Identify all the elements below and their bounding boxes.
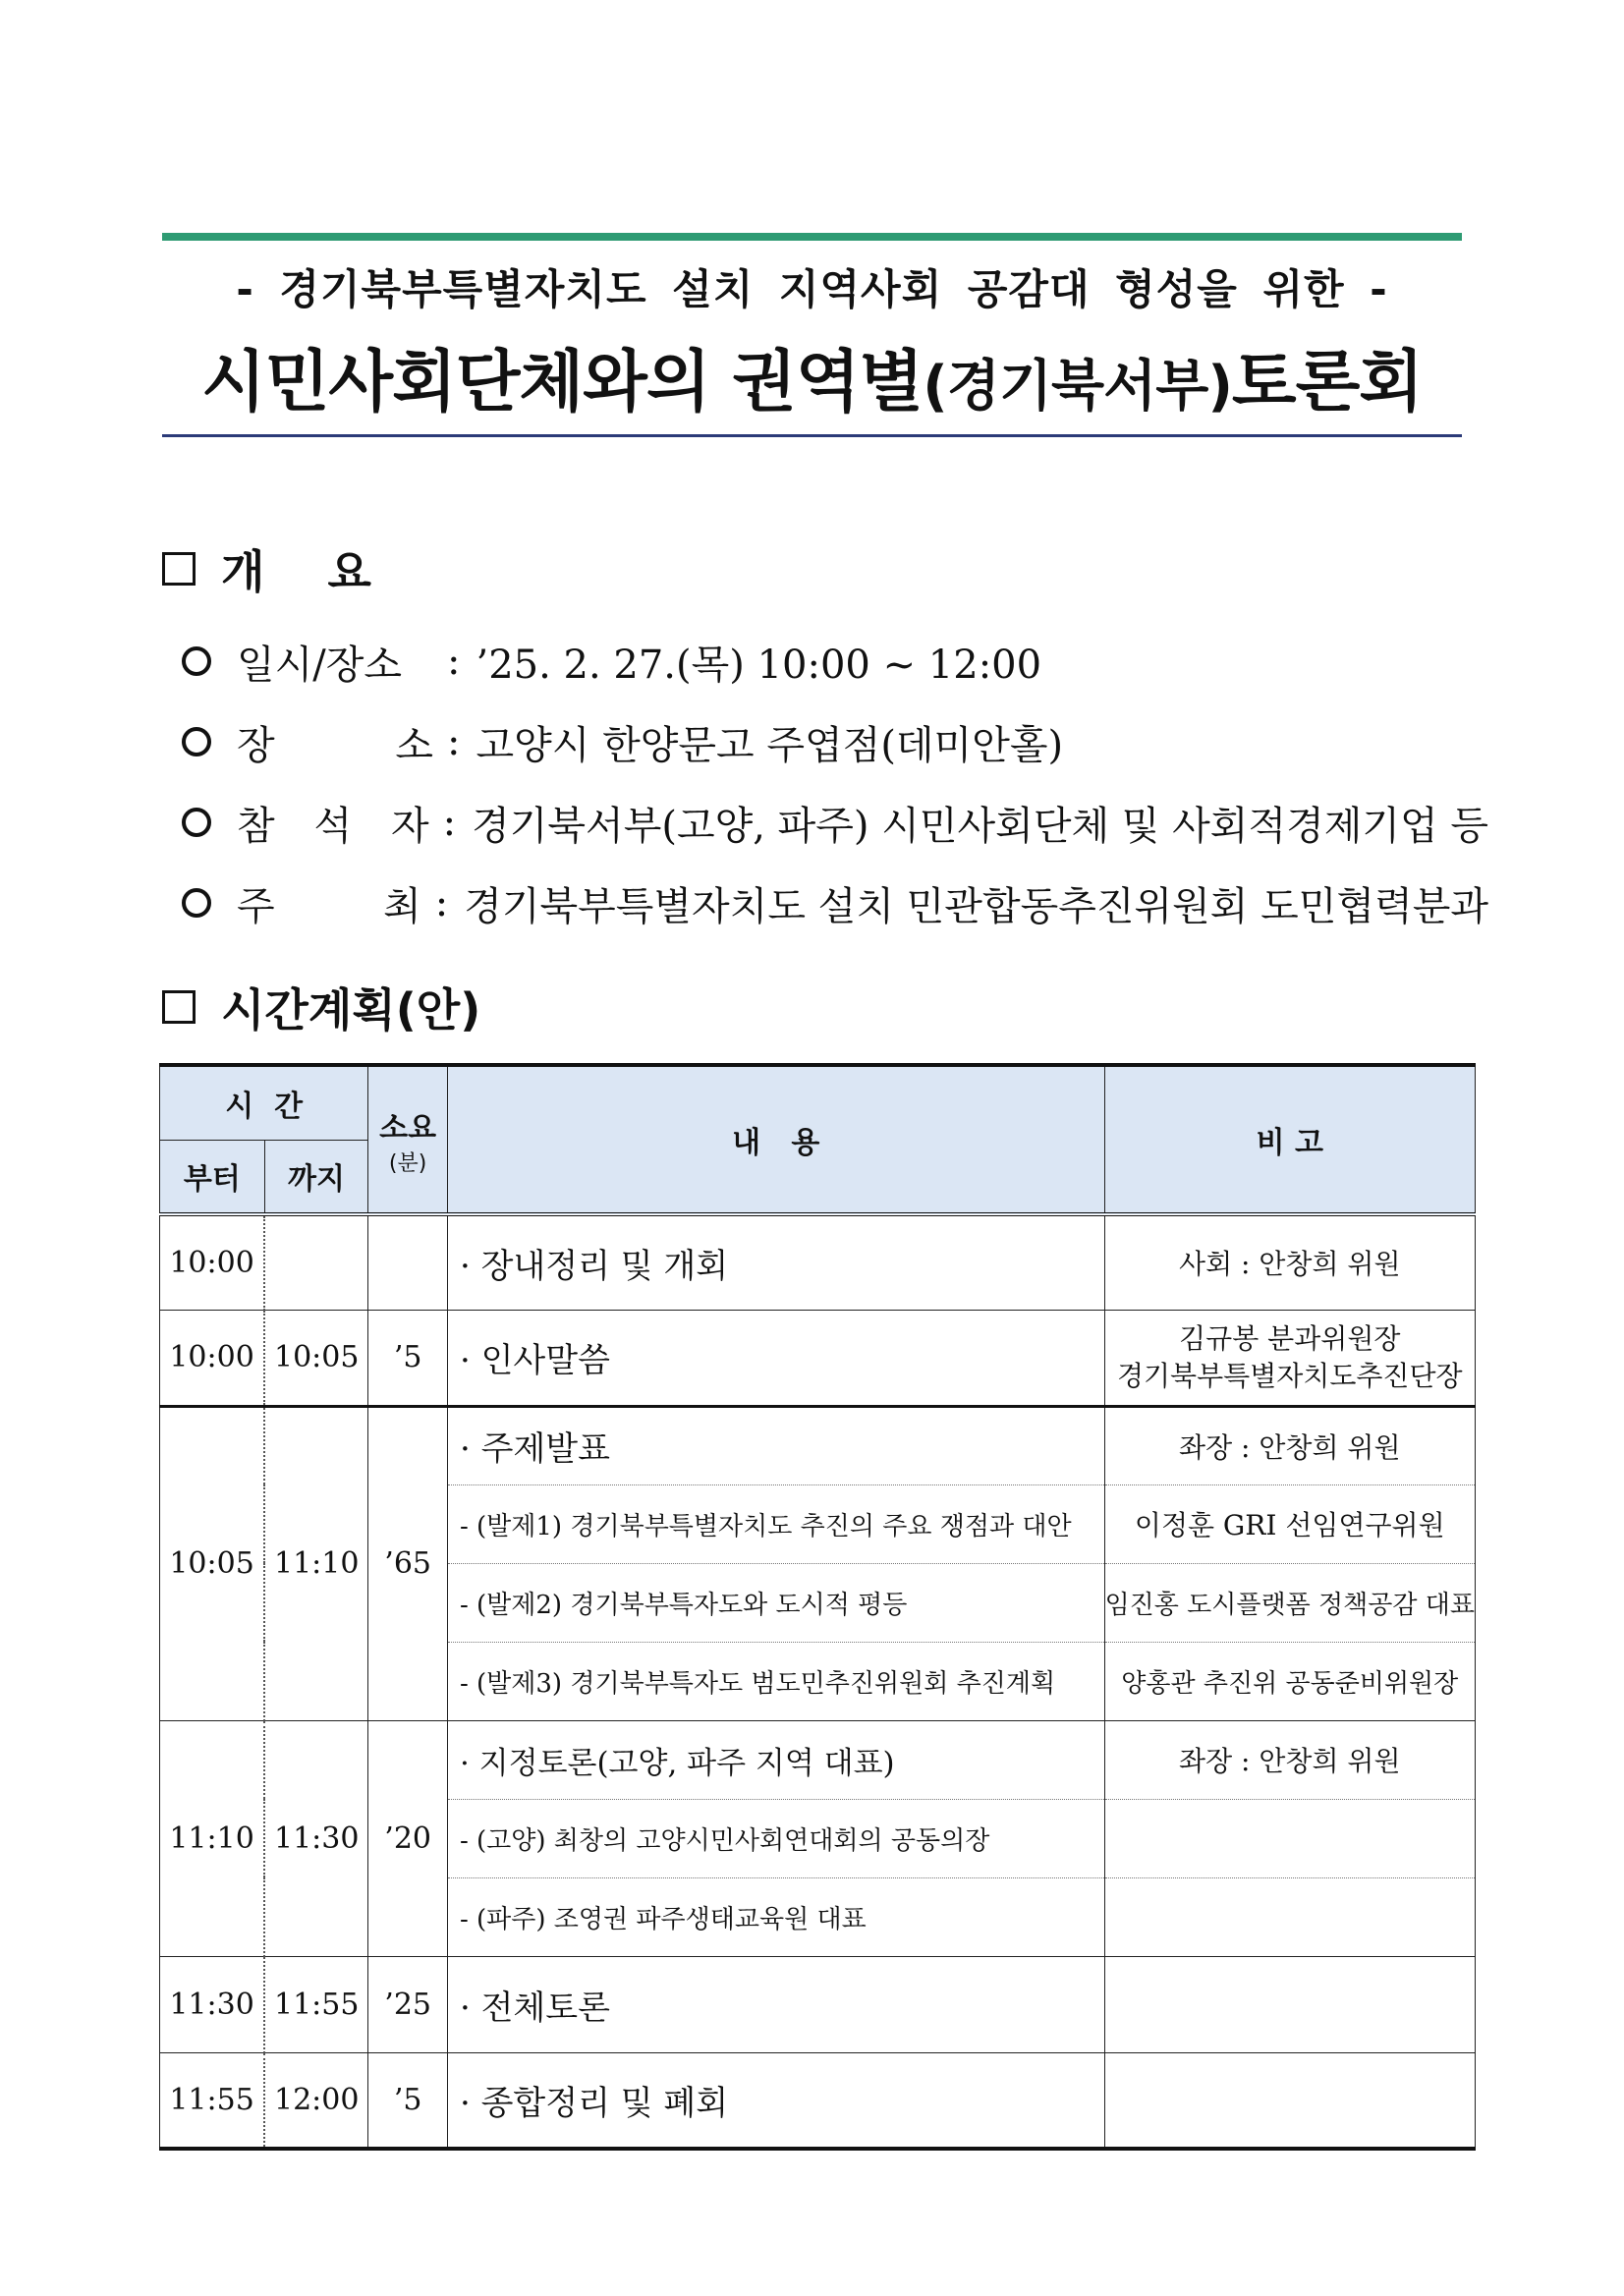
note: 임진홍 도시플랫폼 정책공감 대표 [1104, 1563, 1475, 1642]
overview-value: 고양시 한양문고 주엽점(데미안홀) [476, 722, 1064, 768]
header-content: 내 용 [447, 1065, 1104, 1214]
table-header-row [160, 1065, 1476, 1140]
content: · 종합정리 및 폐회 [447, 2052, 1104, 2149]
colon: : [447, 719, 461, 764]
time-to [264, 1214, 368, 1310]
time-to: 12:00 [264, 2052, 368, 2149]
header-time: 시 간 [160, 1065, 368, 1140]
header-top-rule [162, 233, 1462, 241]
colon: : [442, 800, 457, 845]
note: 이정훈 GRI 선임연구위원 [1104, 1484, 1475, 1563]
overview-value: ’25. 2. 27.(목) 10:00 ~ 12:00 [476, 642, 1042, 688]
overview-label: 장 소 [237, 722, 433, 768]
table-row [160, 1956, 1476, 2052]
table-row [160, 1214, 1476, 1310]
schedule-table [159, 1063, 1476, 2151]
duration: ’25 [368, 1956, 448, 2052]
note-line: 김규봉 분과위원장 [1179, 1321, 1401, 1355]
duration: ’65 [368, 1406, 448, 1720]
circle-bullet-icon [182, 646, 211, 676]
content: - (발제3) 경기북부특자도 범도민추진위원회 추진계획 [447, 1642, 1104, 1720]
schedule-heading [162, 975, 480, 1039]
checkbox-square-icon [162, 552, 196, 586]
content: · 전체토론 [447, 1956, 1104, 2052]
content: · 인사말씀 [447, 1310, 1104, 1406]
overview-value: 경기북서부(고양, 파주) 시민사회단체 및 사회적경제기업 등 [472, 803, 1488, 849]
schedule-heading-text: 시간계획(안) [221, 983, 481, 1036]
content: - (파주) 조영권 파주생태교육원 대표 [447, 1877, 1104, 1956]
title-region: (경기북서부) [923, 355, 1232, 419]
duration: ’5 [368, 1310, 448, 1406]
time-from: 11:55 [160, 2052, 265, 2149]
content: - (고양) 최창의 고양시민사회연대회의 공동의장 [447, 1799, 1104, 1877]
content: - (발제2) 경기북부특자도와 도시적 평등 [447, 1563, 1104, 1642]
overview-label: 참 석 자 [237, 803, 429, 849]
table-row [160, 1310, 1476, 1406]
time-to: 11:55 [264, 1956, 368, 2052]
header-bottom-rule [162, 434, 1462, 437]
header-duration-label: 소요 [379, 1110, 437, 1146]
overview-item-host [182, 863, 1488, 943]
document-title [162, 329, 1462, 424]
overview-item-attendees [182, 782, 1488, 863]
title-end: 토론회 [1231, 344, 1423, 421]
note [1104, 1799, 1475, 1877]
circle-bullet-icon [182, 727, 211, 756]
table-row [160, 1720, 1476, 1799]
duration: ’5 [368, 2052, 448, 2149]
note [1104, 1956, 1475, 2052]
checkbox-square-icon [162, 990, 196, 1024]
note: 좌장 : 안창희 위원 [1104, 1720, 1475, 1799]
header-note: 비 고 [1104, 1065, 1475, 1214]
header-duration-unit: (분) [388, 1150, 427, 1176]
time-from: 10:00 [160, 1310, 265, 1406]
circle-bullet-icon [182, 888, 211, 918]
note: 좌장 : 안창희 위원 [1104, 1406, 1475, 1484]
table-row [160, 2052, 1476, 2149]
overview-heading [162, 536, 371, 601]
overview-list [182, 621, 1488, 943]
time-from: 10:05 [160, 1406, 265, 1720]
note [1104, 2052, 1475, 2149]
time-to: 10:05 [264, 1310, 368, 1406]
overview-item-place [182, 701, 1488, 782]
note-line: 경기북부특별자치도추진단장 [1116, 1359, 1463, 1392]
note: 양홍관 추진위 공동준비위원장 [1104, 1642, 1475, 1720]
document-subtitle: - 경기북부특별자치도 설치 지역사회 공감대 형성을 위한 - [236, 265, 1388, 313]
overview-label: 일시/장소 [237, 642, 403, 688]
header-duration [368, 1065, 448, 1214]
header-to: 까지 [264, 1140, 368, 1214]
content: - (발제1) 경기북부특별자치도 추진의 주요 쟁점과 대안 [447, 1484, 1104, 1563]
content: · 장내정리 및 개회 [447, 1214, 1104, 1310]
overview-value: 경기북부특별자치도 설치 민관합동추진위원회 도민협력분과 [464, 883, 1488, 929]
note [1104, 1310, 1475, 1406]
content: · 주제발표 [447, 1406, 1104, 1484]
time-to: 11:10 [264, 1406, 368, 1720]
title-main: 시민사회단체와의 권역별 [201, 344, 924, 421]
duration [368, 1214, 448, 1310]
note [1104, 1877, 1475, 1956]
note: 사회 : 안창희 위원 [1104, 1214, 1475, 1310]
table-row [160, 1406, 1476, 1484]
overview-item-datetime [182, 621, 1488, 701]
overview-label: 주 최 [237, 883, 421, 929]
content: · 지정토론(고양, 파주 지역 대표) [447, 1720, 1104, 1799]
colon: : [447, 639, 461, 684]
colon: : [434, 880, 449, 925]
header-from: 부터 [160, 1140, 265, 1214]
overview-heading-text: 개 요 [221, 545, 371, 598]
circle-bullet-icon [182, 808, 211, 837]
duration: ’20 [368, 1720, 448, 1956]
time-to: 11:30 [264, 1720, 368, 1956]
time-from: 11:30 [160, 1956, 265, 2052]
time-from: 10:00 [160, 1214, 265, 1310]
time-from: 11:10 [160, 1720, 265, 1956]
